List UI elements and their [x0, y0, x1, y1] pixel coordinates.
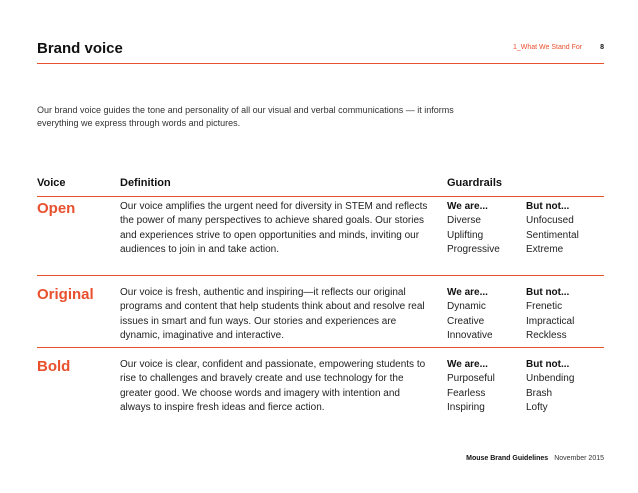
but-not-item: Extreme — [526, 243, 564, 255]
we-are-item: Innovative — [447, 329, 493, 341]
but-not-item: Unfocused — [526, 215, 574, 227]
but-not-label: But not... — [526, 359, 570, 370]
page-title: Brand voice — [37, 40, 123, 57]
row-divider — [37, 347, 604, 348]
but-not-item: Unbending — [526, 373, 575, 385]
we-are-item: Fearless — [447, 387, 486, 399]
row-divider — [37, 275, 604, 276]
footer — [466, 455, 604, 462]
voice-name: Bold — [37, 358, 71, 375]
voice-definition: Our voice is clear, confident and passionate, empowering students to rise to challenges and bravely create and use technology for the greater good. We choose words and imagery with intention and always to inspire fresh ideas and fierce action. — [120, 359, 426, 413]
but-not-list — [526, 358, 574, 415]
but-not-label: But not... — [526, 201, 570, 212]
column-header-definition: Definition — [120, 177, 171, 189]
voice-name: Open — [37, 200, 76, 217]
intro-paragraph: Our brand voice guides the tone and personality of all our visual and verbal communications — it informs everything we express through words and pictures. — [37, 105, 454, 128]
column-header-guardrails: Guardrails — [447, 177, 503, 189]
voice-definition: Our voice amplifies the urgent need for diversity in STEM and reflects the power of many perspectives to achieve shared goals. Our stories and experiences strive to open opportunities and minds, inviting our audiences to join in and take action. — [120, 201, 428, 255]
voice-definition: Our voice is fresh, authentic and inspiring—it reflects our original programs and content that help students think about and resolve real issues in smart and fun ways. Our stories and experiences are dynamic, imaginative and interactive. — [120, 287, 425, 341]
we-are-item: Uplifting — [447, 229, 484, 241]
column-header-voice: Voice — [37, 177, 66, 189]
we-are-item: Creative — [447, 315, 485, 327]
but-not-label: But not... — [526, 287, 570, 298]
footer-date: November 2015 — [554, 455, 604, 462]
but-not-item: Reckless — [526, 329, 567, 341]
we-are-list — [447, 358, 495, 415]
we-are-item: Progressive — [447, 243, 500, 255]
we-are-item: Diverse — [447, 215, 481, 227]
we-are-list — [447, 200, 500, 257]
table-header-divider — [37, 196, 604, 197]
we-are-label: We are... — [447, 359, 488, 370]
but-not-item: Brash — [526, 387, 553, 399]
we-are-label: We are... — [447, 201, 488, 212]
but-not-list — [526, 286, 574, 343]
but-not-item: Frenetic — [526, 301, 563, 313]
we-are-item: Purposeful — [447, 373, 495, 385]
header-meta — [513, 44, 604, 51]
but-not-item: Impractical — [526, 315, 575, 327]
but-not-item: Lofty — [526, 401, 548, 413]
we-are-item: Dynamic — [447, 301, 486, 313]
section-reference: 1_What We Stand For — [512, 44, 583, 51]
we-are-item: Inspiring — [447, 401, 485, 413]
but-not-item: Sentimental — [526, 229, 579, 241]
we-are-label: We are... — [447, 287, 488, 298]
but-not-list — [526, 200, 579, 257]
footer-brand: Mouse Brand Guidelines — [466, 455, 549, 462]
we-are-list — [447, 286, 493, 343]
page-number: 8 — [600, 44, 604, 51]
header-divider — [37, 63, 604, 64]
voice-name: Original — [37, 286, 94, 303]
